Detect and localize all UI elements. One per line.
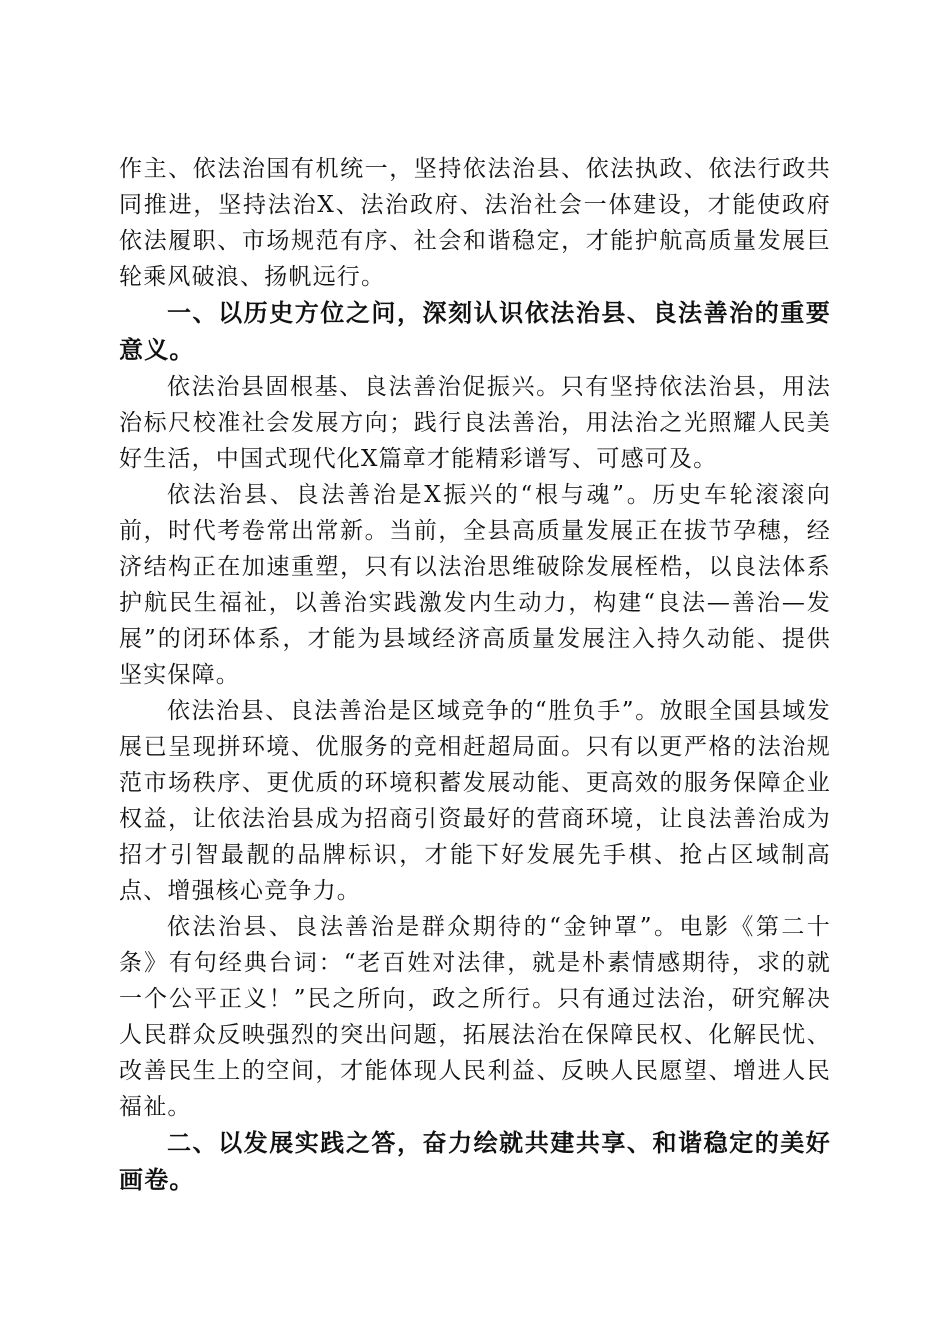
paragraph-continuation: 作主、依法治国有机统一，坚持依法治县、依法执政、依法行政共同推进，坚持法治X、法治政府、法治社会一体建设，才能使政府依法履职、市场规范有序、社会和谐稳定，才能护航高质量发展巨轮乘风破浪、扬帆远行。 [119,156,831,290]
document-body [119,151,831,1199]
paragraph: 依法治县、良法善治是群众期待的“金钟罩”。电影《第二十条》有句经典台词：“老百姓对法律，就是朴素情感期待，求的就一个公平正义！”民之所向，政之所行。只有通过法治，研究解决人民群众反映强烈的突出问题，拓展法治在保障民权、化解民忧、改善民生上的空间，才能体现人民利益、反映人民愿望、增进人民福祉。 [119,914,831,1120]
paragraph: 依法治县固根基、良法善治促振兴。只有坚持依法治县，用法治标尺校准社会发展方向；践行良法善治，用法治之光照耀人民美好生活，中国式现代化X篇章才能精彩谱写、可感可及。 [119,374,831,472]
section-heading-2: 二、以发展实践之答，奋力绘就共建共享、和谐稳定的美好画卷。 [119,1129,831,1194]
section-heading-1: 一、以历史方位之问，深刻认识依法治县、良法善治的重要意义。 [119,299,831,364]
paragraph: 依法治县、良法善治是区域竞争的“胜负手”。放眼全国县域发展已呈现拼环境、优服务的竞相赶超局面。只有以更严格的法治规范市场秩序、更优质的环境积蓄发展动能、更高效的服务保障企业权益，让依法治县成为招商引资最好的营商环境，让良法善治成为招才引智最靓的品牌标识，才能下好发展先手棋、抢占区域制高点、增强核心竞争力。 [119,698,831,904]
paragraph: 依法治县、良法善治是X振兴的“根与魂”。历史车轮滚滚向前，时代考卷常出常新。当前，全县高质量发展正在拔节孕穗，经济结构正在加速重塑，只有以法治思维破除发展桎梏，以良法体系护航民生福祉，以善治实践激发内生动力，构建“良法—善治—发展”的闭环体系，才能为县域经济高质量发展注入持久动能、提供坚实保障。 [119,482,831,688]
